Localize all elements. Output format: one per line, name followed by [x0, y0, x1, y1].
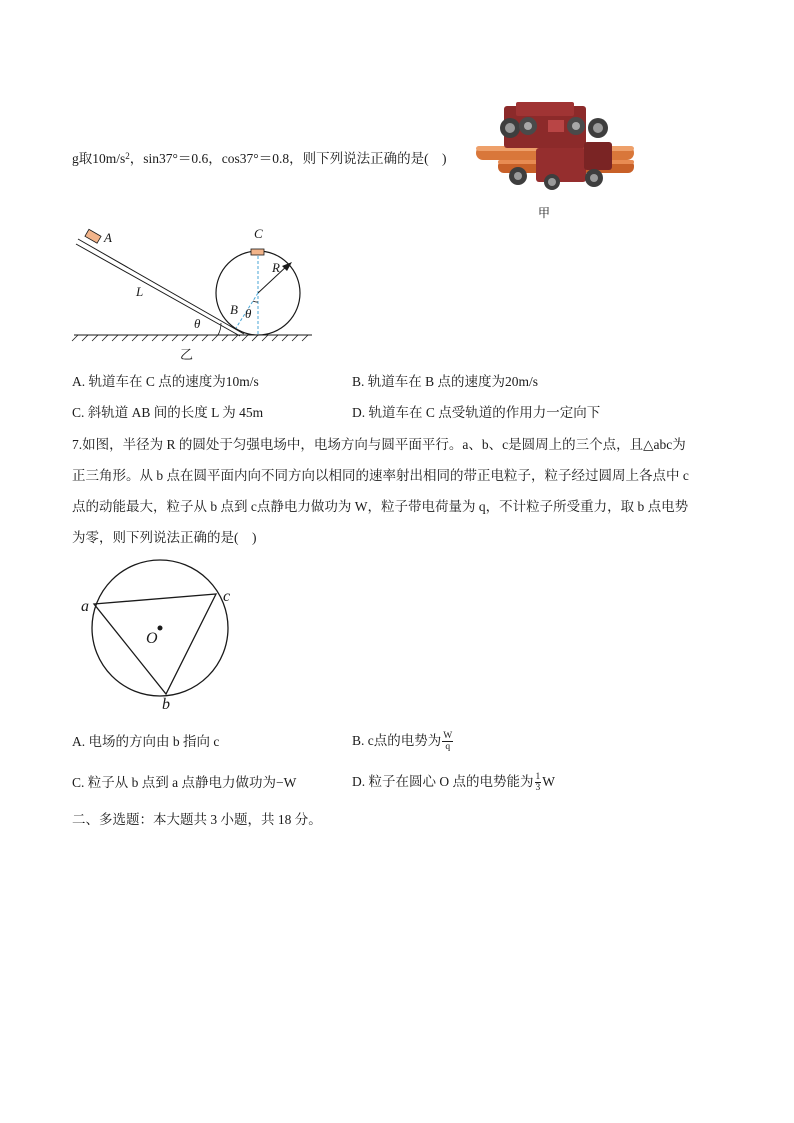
q7-line-3: 点的动能最大，粒子从 b 点到 c点静电力做功为 W，粒子带电荷量为 q，不计粒子所受重力，取 b 点电势	[72, 499, 689, 514]
fraction-denominator: 3	[535, 783, 541, 794]
label-point-o: O	[146, 630, 158, 647]
ground-hatching	[72, 335, 308, 341]
q7-option-b-prefix: B. c点的电势为	[352, 733, 442, 748]
center-point-o	[158, 626, 163, 631]
label-r: R	[272, 260, 280, 275]
q7-option-d-suffix: W	[542, 774, 555, 789]
label-point-a: a	[81, 598, 89, 615]
incline-loop-figure	[68, 222, 318, 362]
rail-car-figure	[476, 100, 634, 192]
fig-yi-caption: 乙	[180, 347, 194, 362]
q7-line-1: 7.如图，半径为 R 的圆处于匀强电场中，电场方向与圆平面平行。a、b、c是圆周上的三个点，且△abc为	[72, 437, 686, 452]
section-2-heading: 二、多选题：本大题共 3 小题，共 18 分。	[72, 812, 322, 827]
label-point-c: c	[223, 588, 231, 605]
fraction-denominator: q	[445, 742, 451, 753]
q6-intro-prefix: g取10m/s	[72, 151, 126, 166]
label-point-b: b	[162, 696, 170, 713]
center-angle-arc	[253, 301, 258, 302]
q7-option-d	[352, 768, 555, 796]
label-c: C	[254, 226, 263, 241]
rail-car-image	[476, 100, 634, 192]
q7-line-2: 正三角形。从 b 点在圆平面内向不同方向以相同的速率射出相同的带正电粒子，粒子经过圆周上各点中 c	[72, 468, 689, 483]
fraction-numerator: W	[443, 731, 453, 742]
label-theta-center: θ	[245, 306, 252, 321]
q7-option-d-fraction	[535, 772, 542, 793]
q7-line-4: 为零，则下列说法正确的是( )	[72, 530, 257, 545]
label-a: A	[104, 230, 112, 245]
q6-option-d: D. 轨道车在 C 点受轨道的作用力一定向下	[352, 405, 601, 420]
q7-option-b-fraction	[442, 731, 453, 752]
block-a	[85, 229, 101, 243]
circle-triangle-figure	[76, 558, 246, 718]
fig-jia-caption: 甲	[538, 206, 551, 220]
q6-option-b: B. 轨道车在 B 点的速度为20m/s	[352, 374, 539, 389]
q6-option-a: A. 轨道车在 C 点的速度为10m/s	[72, 374, 259, 389]
q6-intro-suffix: ，sin37°＝0.6，cos37°＝0.8，则下列说法正确的是( )	[129, 151, 447, 166]
incline-track-bottom	[76, 244, 240, 336]
q6-intro-sup: 2	[125, 151, 130, 161]
label-b: B	[230, 302, 238, 317]
label-theta-slope: θ	[194, 316, 201, 331]
q6-option-c: C. 斜轨道 AB 间的长度 L 为 45m	[72, 405, 264, 420]
incline-track-top	[78, 239, 244, 334]
circle-triangle-diagram	[76, 558, 246, 718]
label-l: L	[136, 284, 144, 299]
q6-intro-line	[72, 150, 447, 168]
q7-option-a: A. 电场的方向由 b 指向 c	[72, 734, 220, 749]
q7-option-d-prefix: D. 粒子在圆心 O 点的电势能为	[352, 774, 534, 789]
q7-option-b	[352, 727, 454, 755]
q7-option-c: C. 粒子从 b 点到 a 点静电力做功为−W	[72, 775, 297, 790]
fraction-numerator: 1	[535, 772, 541, 783]
car-at-c	[251, 249, 264, 255]
